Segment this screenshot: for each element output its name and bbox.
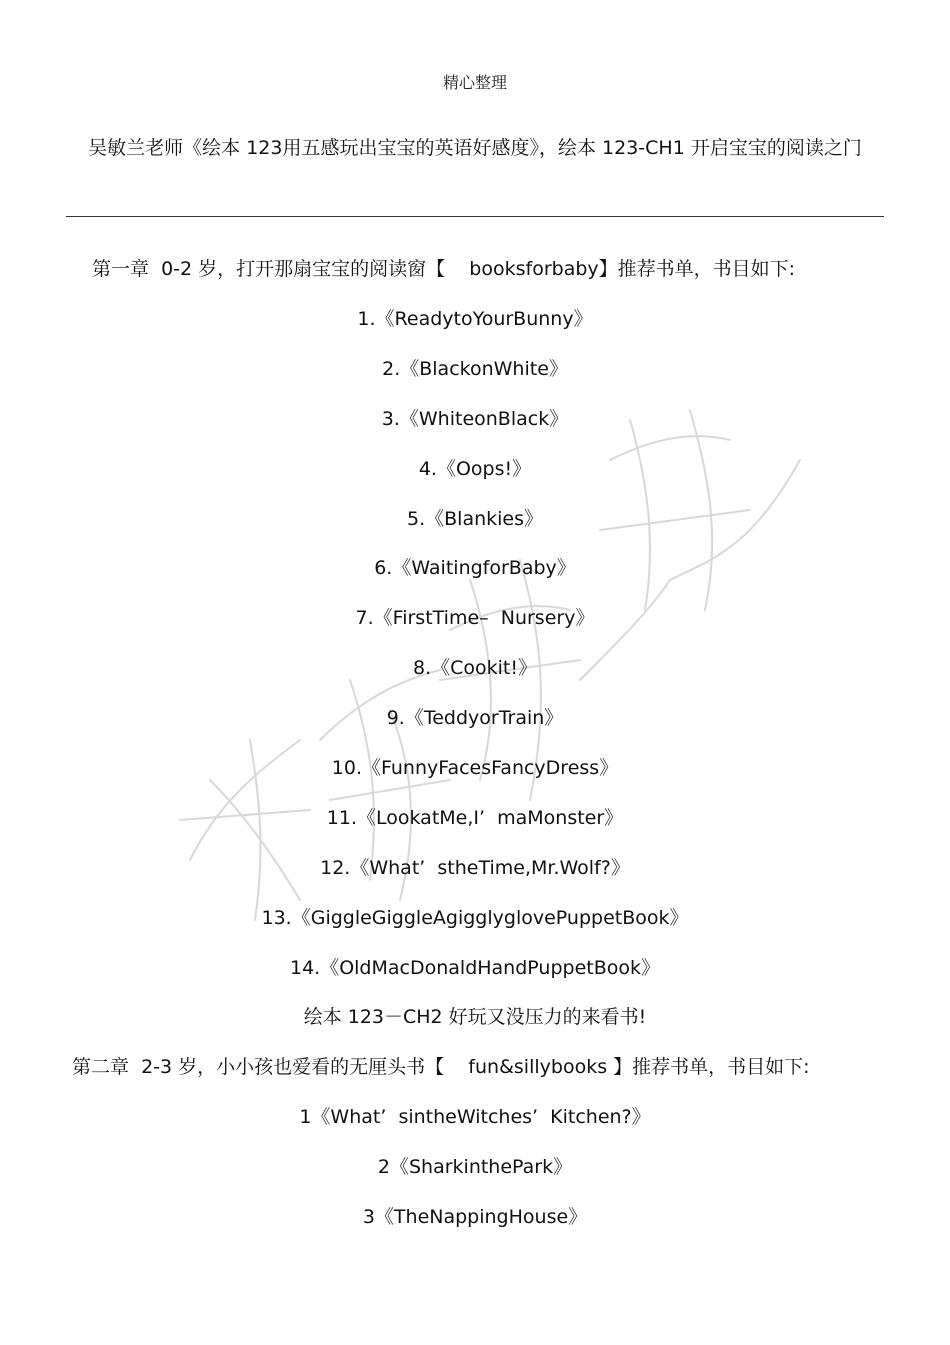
chapter2-book-3: 3《TheNappingHouse》: [362, 1206, 588, 1228]
chapter1-book-8: 8.《Cookit!》: [413, 657, 537, 679]
chapter2-intro: 绘本 123－CH2 好玩又没压力的来看书!: [303, 1006, 647, 1028]
chapter1-book-2: 2.《BlackonWhite》: [382, 358, 568, 380]
chapter2-book-1: 1《What’ sintheWitches’ Kitchen?》: [299, 1106, 651, 1128]
chapter1-book-3: 3.《WhiteonBlack》: [381, 408, 569, 430]
chapter1-book-10: 10.《FunnyFacesFancyDress》: [331, 757, 619, 779]
document-title: 吴敏兰老师《绘本 123用五感玩出宝宝的英语好感度》，绘本 123-CH1 开启宝宝的阅读之门: [88, 137, 862, 159]
chapter1-book-5: 5.《Blankies》: [407, 508, 543, 530]
chapter1-book-6: 6.《WaitingforBaby》: [374, 557, 576, 579]
chapter1-book-11: 11.《LookatMe,I’ maMonster》: [326, 807, 624, 829]
chapter1-book-7: 7.《FirstTime– Nursery》: [355, 607, 595, 629]
chapter2-book-2: 2《SharkinthePark》: [377, 1156, 573, 1178]
chapter1-book-14: 14.《OldMacDonaldHandPuppetBook》: [289, 957, 661, 979]
header-label: 精心整理: [442, 73, 507, 92]
chapter1-book-1: 1.《ReadytoYourBunny》: [357, 308, 593, 330]
chapter1-book-13: 13.《GiggleGiggleAgigglyglovePuppetBook》: [261, 907, 689, 929]
chapter1-heading: 第一章 0-2 岁，打开那扇宝宝的阅读窗【 booksforbaby】推荐书单，书目如下:: [92, 258, 796, 280]
chapter1-book-4: 4.《Oops!》: [418, 458, 532, 480]
chapter1-book-12: 12.《What’ stheTime,Mr.Wolf?》: [320, 857, 630, 879]
title-divider: [66, 216, 884, 217]
chapter1-book-9: 9.《TeddyorTrain》: [386, 707, 564, 729]
chapter2-heading: 第二章 2-3 岁，小小孩也爱看的无厘头书【 fun&sillybooks 】推荐书单，书目如下:: [72, 1056, 810, 1078]
